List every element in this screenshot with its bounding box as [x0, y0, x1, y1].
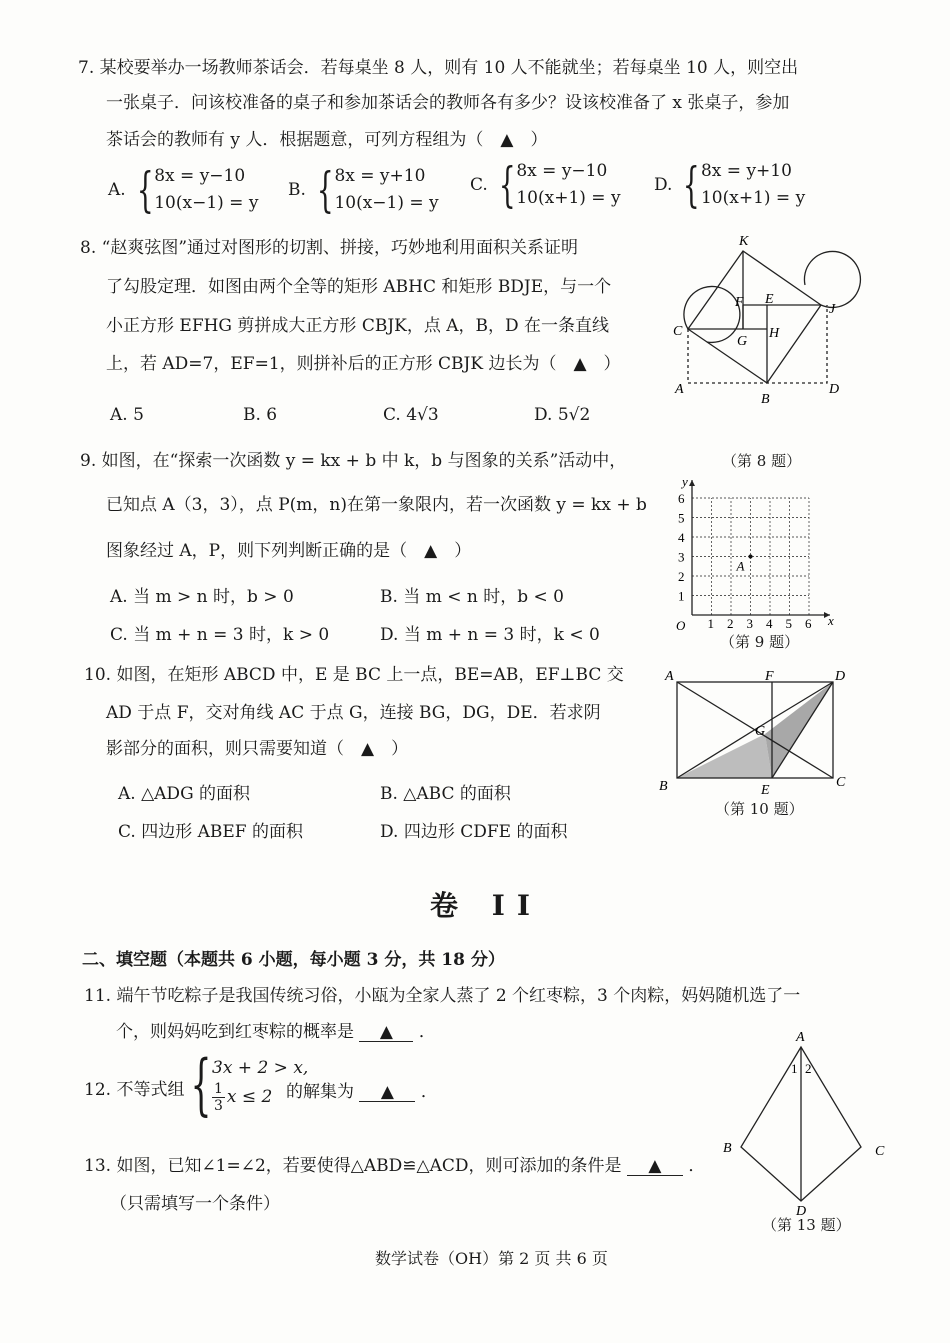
q8-option-c: C. 4√3 — [383, 405, 439, 425]
q10-line1: 10. 如图，在矩形 ABCD 中，E 是 BC 上一点，BE=AB，EF⊥BC 交 — [84, 665, 624, 685]
y-tick-label: 2 — [678, 569, 685, 584]
eq2: 10(x−1) = y — [334, 193, 439, 213]
eq2: 10(x+1) = y — [700, 188, 806, 208]
label-g: G — [755, 724, 766, 739]
x-tick-label: 3 — [746, 616, 753, 631]
point-a — [749, 555, 753, 559]
eq1: 8x = y−10 — [154, 166, 246, 186]
x-tick-label: 5 — [785, 616, 792, 631]
q9-line3: 图象经过 A，P，则下列判断正确的是（ ▲ ） — [106, 541, 472, 561]
q9-line1: 9. 如图，在“探索一次函数 y = kx + b 中 k，b 与图象的关系”活动中， — [80, 451, 627, 471]
axis-y-label: y — [682, 474, 688, 489]
q10-option-d: D. 四边形 CDFE 的面积 — [380, 822, 568, 842]
q9-option-d: D. 当 m + n = 3 时，k < 0 — [380, 625, 600, 645]
label-d: D — [835, 669, 846, 684]
q7-option-b: B. { 8x = y+10 10(x−1) = y — [288, 162, 439, 218]
x-tick-label: 6 — [805, 616, 812, 631]
q9-option-b: B. 当 m < n 时，b < 0 — [380, 587, 564, 607]
y-tick-label: 5 — [678, 510, 685, 526]
section-title: 卷 II — [430, 889, 542, 922]
q10-option-c: C. 四边形 ABEF 的面积 — [118, 822, 303, 842]
label-c: C — [673, 324, 683, 339]
q7-line3: 茶话会的教师有 y 人．根据题意，可列方程组为（ ▲ ） — [106, 130, 548, 150]
origin-label: O — [676, 618, 686, 632]
eq1: 8x = y−10 — [516, 161, 608, 181]
q10-option-b: B. △ABC 的面积 — [380, 784, 511, 804]
q10-caption: （第 10 题） — [715, 800, 804, 818]
q7-option-d: D. { 8x = y+10 10(x+1) = y — [654, 157, 806, 213]
q11-period: ． — [418, 1022, 436, 1042]
eq1: 8x = y+10 — [334, 166, 426, 186]
q9-caption: （第 9 题） — [720, 633, 800, 651]
q11-line1: 11. 端午节吃粽子是我国传统习俗，小瓯为全家人蒸了 2 个红枣粽，3 个肉粽，妈妈随机选了一 — [84, 986, 801, 1006]
q12-answer-blank[interactable]: ▲ — [359, 1084, 415, 1102]
label-g: G — [737, 334, 748, 349]
label-a: A — [675, 382, 684, 397]
q13-answer-blank[interactable]: ▲ — [627, 1158, 683, 1176]
eq1: 8x = y+10 — [700, 161, 792, 181]
q10-figure — [655, 668, 855, 798]
y-tick-label: 4 — [678, 530, 685, 545]
q12-answer-line — [286, 1084, 438, 1102]
q8-line2: 了勾股定理．如图由两个全等的矩形 ABHC 和矩形 BDJE，与一个 — [106, 277, 612, 297]
q9-option-a: A. 当 m > n 时，b > 0 — [110, 587, 294, 607]
q11-answer-blank[interactable]: ▲ — [359, 1024, 413, 1042]
q8-option-a: A. 5 — [110, 405, 144, 425]
q10-option-a: A. △ADG 的面积 — [118, 784, 251, 804]
q11-line2-text: 个，则妈妈吃到红枣粽的概率是 — [116, 1022, 354, 1042]
angle-2-label: 2 — [805, 1061, 812, 1076]
label-a: A — [665, 669, 674, 684]
q8-option-b: B. 6 — [243, 405, 278, 425]
label-c: C — [875, 1144, 885, 1159]
q10-line3: 影部分的面积，则只需要知道（ ▲ ） — [106, 739, 409, 759]
y-tick-label: 1 — [678, 588, 685, 604]
q12-frac-num: 1 — [214, 1080, 223, 1097]
label-b: B — [723, 1141, 732, 1156]
label-f: F — [735, 295, 744, 310]
q13-line1 — [84, 1158, 705, 1176]
q10-line2: AD 于点 F，交对角线 AC 于点 G，连接 BG，DG，DE．若求阴 — [106, 703, 601, 723]
label-e: E — [761, 783, 770, 798]
q7-line2: 一张桌子．问该校准备的桌子和参加茶话会的教师各有多少？设该校准备了 x 张桌子，参加 — [106, 93, 790, 113]
q12-frac-den: 3 — [214, 1097, 223, 1114]
option-label: C. — [470, 175, 488, 195]
q13-figure — [715, 1025, 895, 1215]
q9-line2: 已知点 A（3，3），点 P(m，n)在第一象限内，若一次函数 y = kx + b — [106, 495, 647, 515]
q8-caption: （第 8 题） — [722, 452, 802, 470]
eq2: 10(x−1) = y — [154, 193, 259, 213]
q12-prefix: 12. 不等式组 — [84, 1080, 185, 1100]
label-j: J — [829, 302, 836, 317]
q12-ineq1: 3x + 2 > x, — [212, 1057, 309, 1078]
y-tick-label: 6 — [678, 491, 685, 506]
label-b: B — [761, 392, 770, 407]
option-label: A. — [108, 180, 126, 200]
label-k: K — [739, 234, 749, 249]
label-a: A — [796, 1030, 805, 1045]
q8-option-d: D. 5√2 — [534, 405, 591, 425]
angle-1-label: 1 — [791, 1061, 798, 1076]
x-tick-label: 4 — [766, 616, 773, 631]
q11-line2 — [116, 1024, 436, 1042]
label-b: B — [659, 779, 668, 794]
q12-ineq2-rest: x ≤ 2 — [226, 1087, 273, 1107]
q8-line4: 上，若 AD=7，EF=1，则拼补后的正方形 CBJK 边长为（ ▲ ） — [106, 354, 621, 374]
q9-figure — [670, 472, 840, 632]
label-h: H — [769, 326, 780, 341]
q13-caption: （第 13 题） — [762, 1216, 851, 1234]
q13-period: ． — [688, 1156, 706, 1176]
q12-system: { 3x + 2 > x, $\frac{1}{3}$ x ≤ 2 — [190, 1046, 309, 1123]
q8-line3: 小正方形 EFHG 剪拼成大正方形 CBJK，点 A，B，D 在一条直线 — [106, 316, 610, 336]
q13-line2: （只需填写一个条件） — [110, 1194, 280, 1214]
option-label: B. — [288, 180, 306, 200]
q7-line1: 7. 某校要举办一场教师茶话会．若每桌坐 8 人，则有 10 人不能就坐；若每桌坐 10 人，则空出 — [78, 58, 799, 78]
q9-option-c: C. 当 m + n = 3 时，k > 0 — [110, 625, 330, 645]
q8-line1: 8. “赵爽弦图”通过对图形的切割、拼接，巧妙地利用面积关系证明 — [80, 238, 579, 258]
axis-x-label: x — [828, 613, 834, 628]
label-e: E — [765, 292, 774, 307]
part2-heading: 二、填空题（本题共 6 小题，每小题 3 分，共 18 分） — [82, 950, 505, 970]
x-tick-label: 1 — [707, 616, 714, 631]
label-d: D — [796, 1204, 807, 1215]
q7-option-a: A. { 8x = y−10 10(x−1) = y — [108, 162, 259, 218]
label-f: F — [765, 669, 774, 684]
eq2: 10(x+1) = y — [516, 188, 621, 208]
q12-period: ． — [420, 1082, 438, 1102]
q12-suffix: 的解集为 — [286, 1082, 354, 1102]
page-footer: 数学试卷（OH）第 2 页 共 6 页 — [375, 1249, 608, 1268]
y-tick-label: 3 — [678, 549, 685, 565]
q13-text: 13. 如图，已知∠1=∠2，若要使得△ABD≌△ACD，则可添加的条件是 — [84, 1156, 622, 1176]
q8-figure — [655, 225, 865, 415]
q7-option-c: C. { 8x = y−10 10(x+1) = y — [470, 157, 621, 213]
label-d: D — [829, 382, 840, 397]
x-tick-label: 2 — [727, 616, 734, 631]
option-label: D. — [654, 175, 673, 195]
point-a-label: A — [736, 558, 745, 574]
label-c: C — [836, 775, 846, 790]
